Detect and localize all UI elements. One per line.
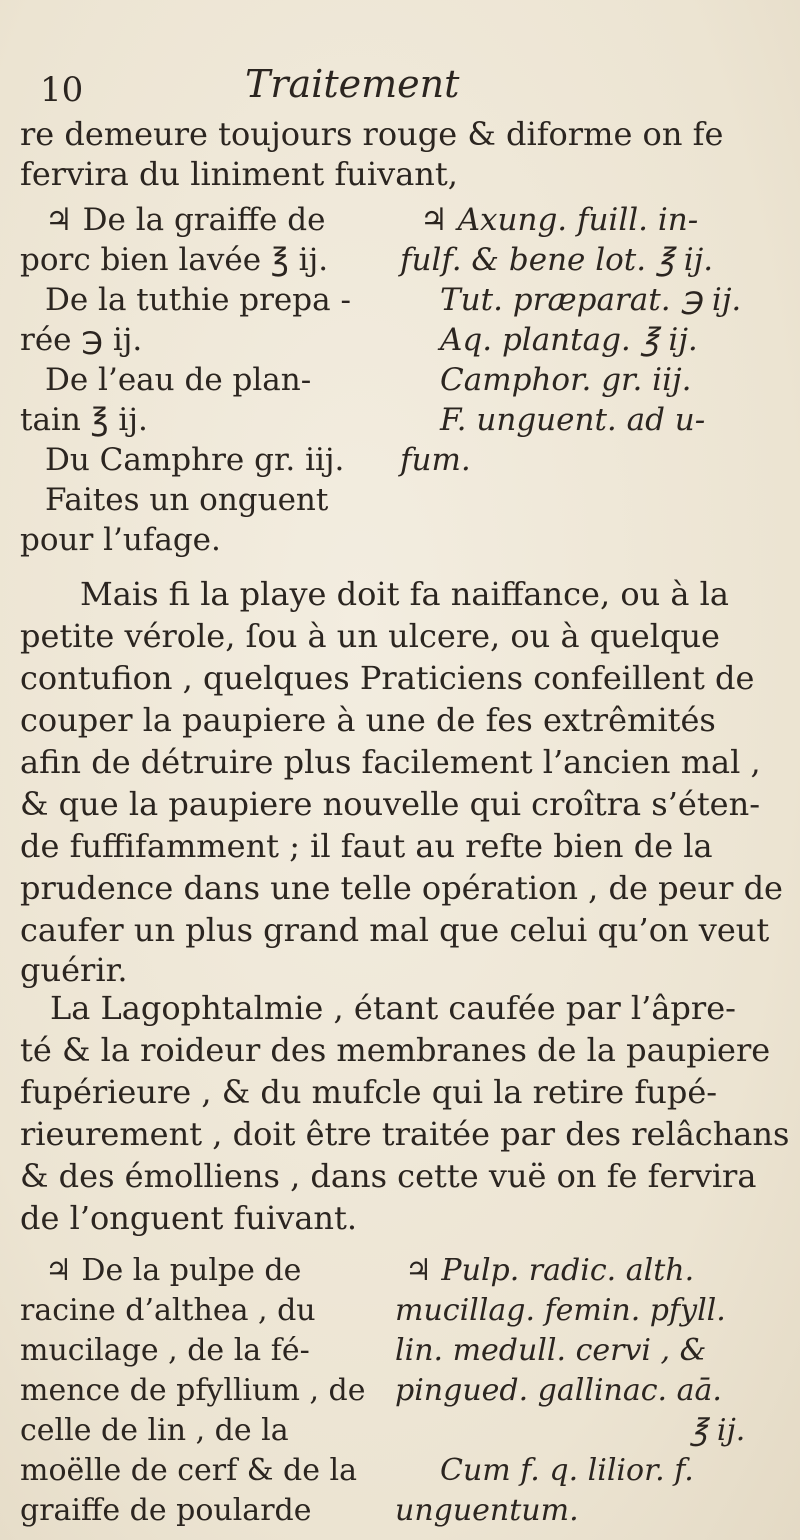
running-title: Traitement xyxy=(245,62,460,106)
text-line: fupérieure , & du mufcle qui la retire fupé- xyxy=(20,1073,718,1111)
text-line: celle de lin , de la xyxy=(20,1413,289,1448)
text-line: racine d’althea , du xyxy=(20,1293,316,1328)
text-line: afin de détruire plus facilement l’ancien mal , xyxy=(20,743,761,781)
text-line: rieurement , doit être traitée par des relâchans xyxy=(20,1115,790,1153)
text-line: de fuffifamment ; il faut au refte bien de la xyxy=(20,827,713,865)
text-line: Mais fi la playe doit fa naiffance, ou à la xyxy=(80,575,729,613)
text-line: pingued. gallinac. aā. xyxy=(395,1373,722,1408)
text-line: unguentum. xyxy=(395,1493,579,1528)
text-line: lin. medull. cervi , & xyxy=(395,1333,707,1368)
text-line: graiffe de poularde xyxy=(20,1493,312,1528)
text-line: Du Camphre gr. iij. xyxy=(45,442,345,478)
text-line: re demeure toujours rouge & diforme on fe xyxy=(20,115,724,153)
text-line: fulf. & bene lot. ℥ ij. xyxy=(400,242,714,278)
text-line: té & la roideur des membranes de la paupiere xyxy=(20,1031,771,1069)
text-line: mucillag. femin. pfyll. xyxy=(395,1293,726,1328)
text-line: ♃ Axung. fuill. in- xyxy=(420,202,699,238)
text-line: mence de pfyllium , de xyxy=(20,1373,366,1408)
page-number: 10 xyxy=(40,70,84,110)
text-line: F. unguent. ad u- xyxy=(440,402,706,438)
text-line: contufion , quelques Praticiens confeillent de xyxy=(20,659,755,697)
text-line: mucilage , de la fé- xyxy=(20,1333,310,1368)
text-line: rée ℈ ij. xyxy=(20,322,143,358)
text-line: De l’eau de plan- xyxy=(45,362,312,398)
text-line: Camphor. gr. iij. xyxy=(440,362,692,398)
text-line: couper la paupiere à une de fes extrêmités xyxy=(20,701,716,739)
text-line: caufer un plus grand mal que celui qu’on veut xyxy=(20,911,770,949)
text-line: tain ℥ ij. xyxy=(20,402,148,438)
text-line: de l’onguent fuivant. xyxy=(20,1199,358,1237)
page-header xyxy=(20,62,780,112)
text-line: prudence dans une telle opération , de peur de xyxy=(20,869,783,907)
text-line: De la tuthie prepa - xyxy=(45,282,351,318)
text-line: fervira du liniment fuivant, xyxy=(20,155,458,193)
text-line: guérir. xyxy=(20,951,128,989)
text-line: ♃ De la graiffe de xyxy=(45,202,326,238)
text-line: ℥ ij. xyxy=(690,1413,746,1448)
text-line: La Lagophtalmie , étant caufée par l’âpre- xyxy=(50,989,736,1027)
text-line: Faites un onguent xyxy=(45,482,329,518)
text-line: petite vérole, ſou à un ulcere, ou à quelque xyxy=(20,617,720,655)
text-line: & que la paupiere nouvelle qui croîtra s’éten- xyxy=(20,785,761,823)
text-line: & des émolliens , dans cette vuë on fe fervira xyxy=(20,1157,757,1195)
text-line: fum. xyxy=(400,442,471,478)
text-line: porc bien lavée ℥ ij. xyxy=(20,242,329,278)
text-line: ♃ De la pulpe de xyxy=(45,1253,302,1288)
text-line: Aq. plantag. ℥ ij. xyxy=(440,322,698,358)
text-line: moëlle de cerf & de la xyxy=(20,1453,357,1488)
text-line: Cum f. q. lilior. f. xyxy=(440,1453,694,1488)
text-line: ♃ Pulp. radic. alth. xyxy=(405,1253,695,1288)
text-line: Tut. præparat. ℈ ij. xyxy=(440,282,742,318)
text-line: pour l’ufage. xyxy=(20,522,221,558)
